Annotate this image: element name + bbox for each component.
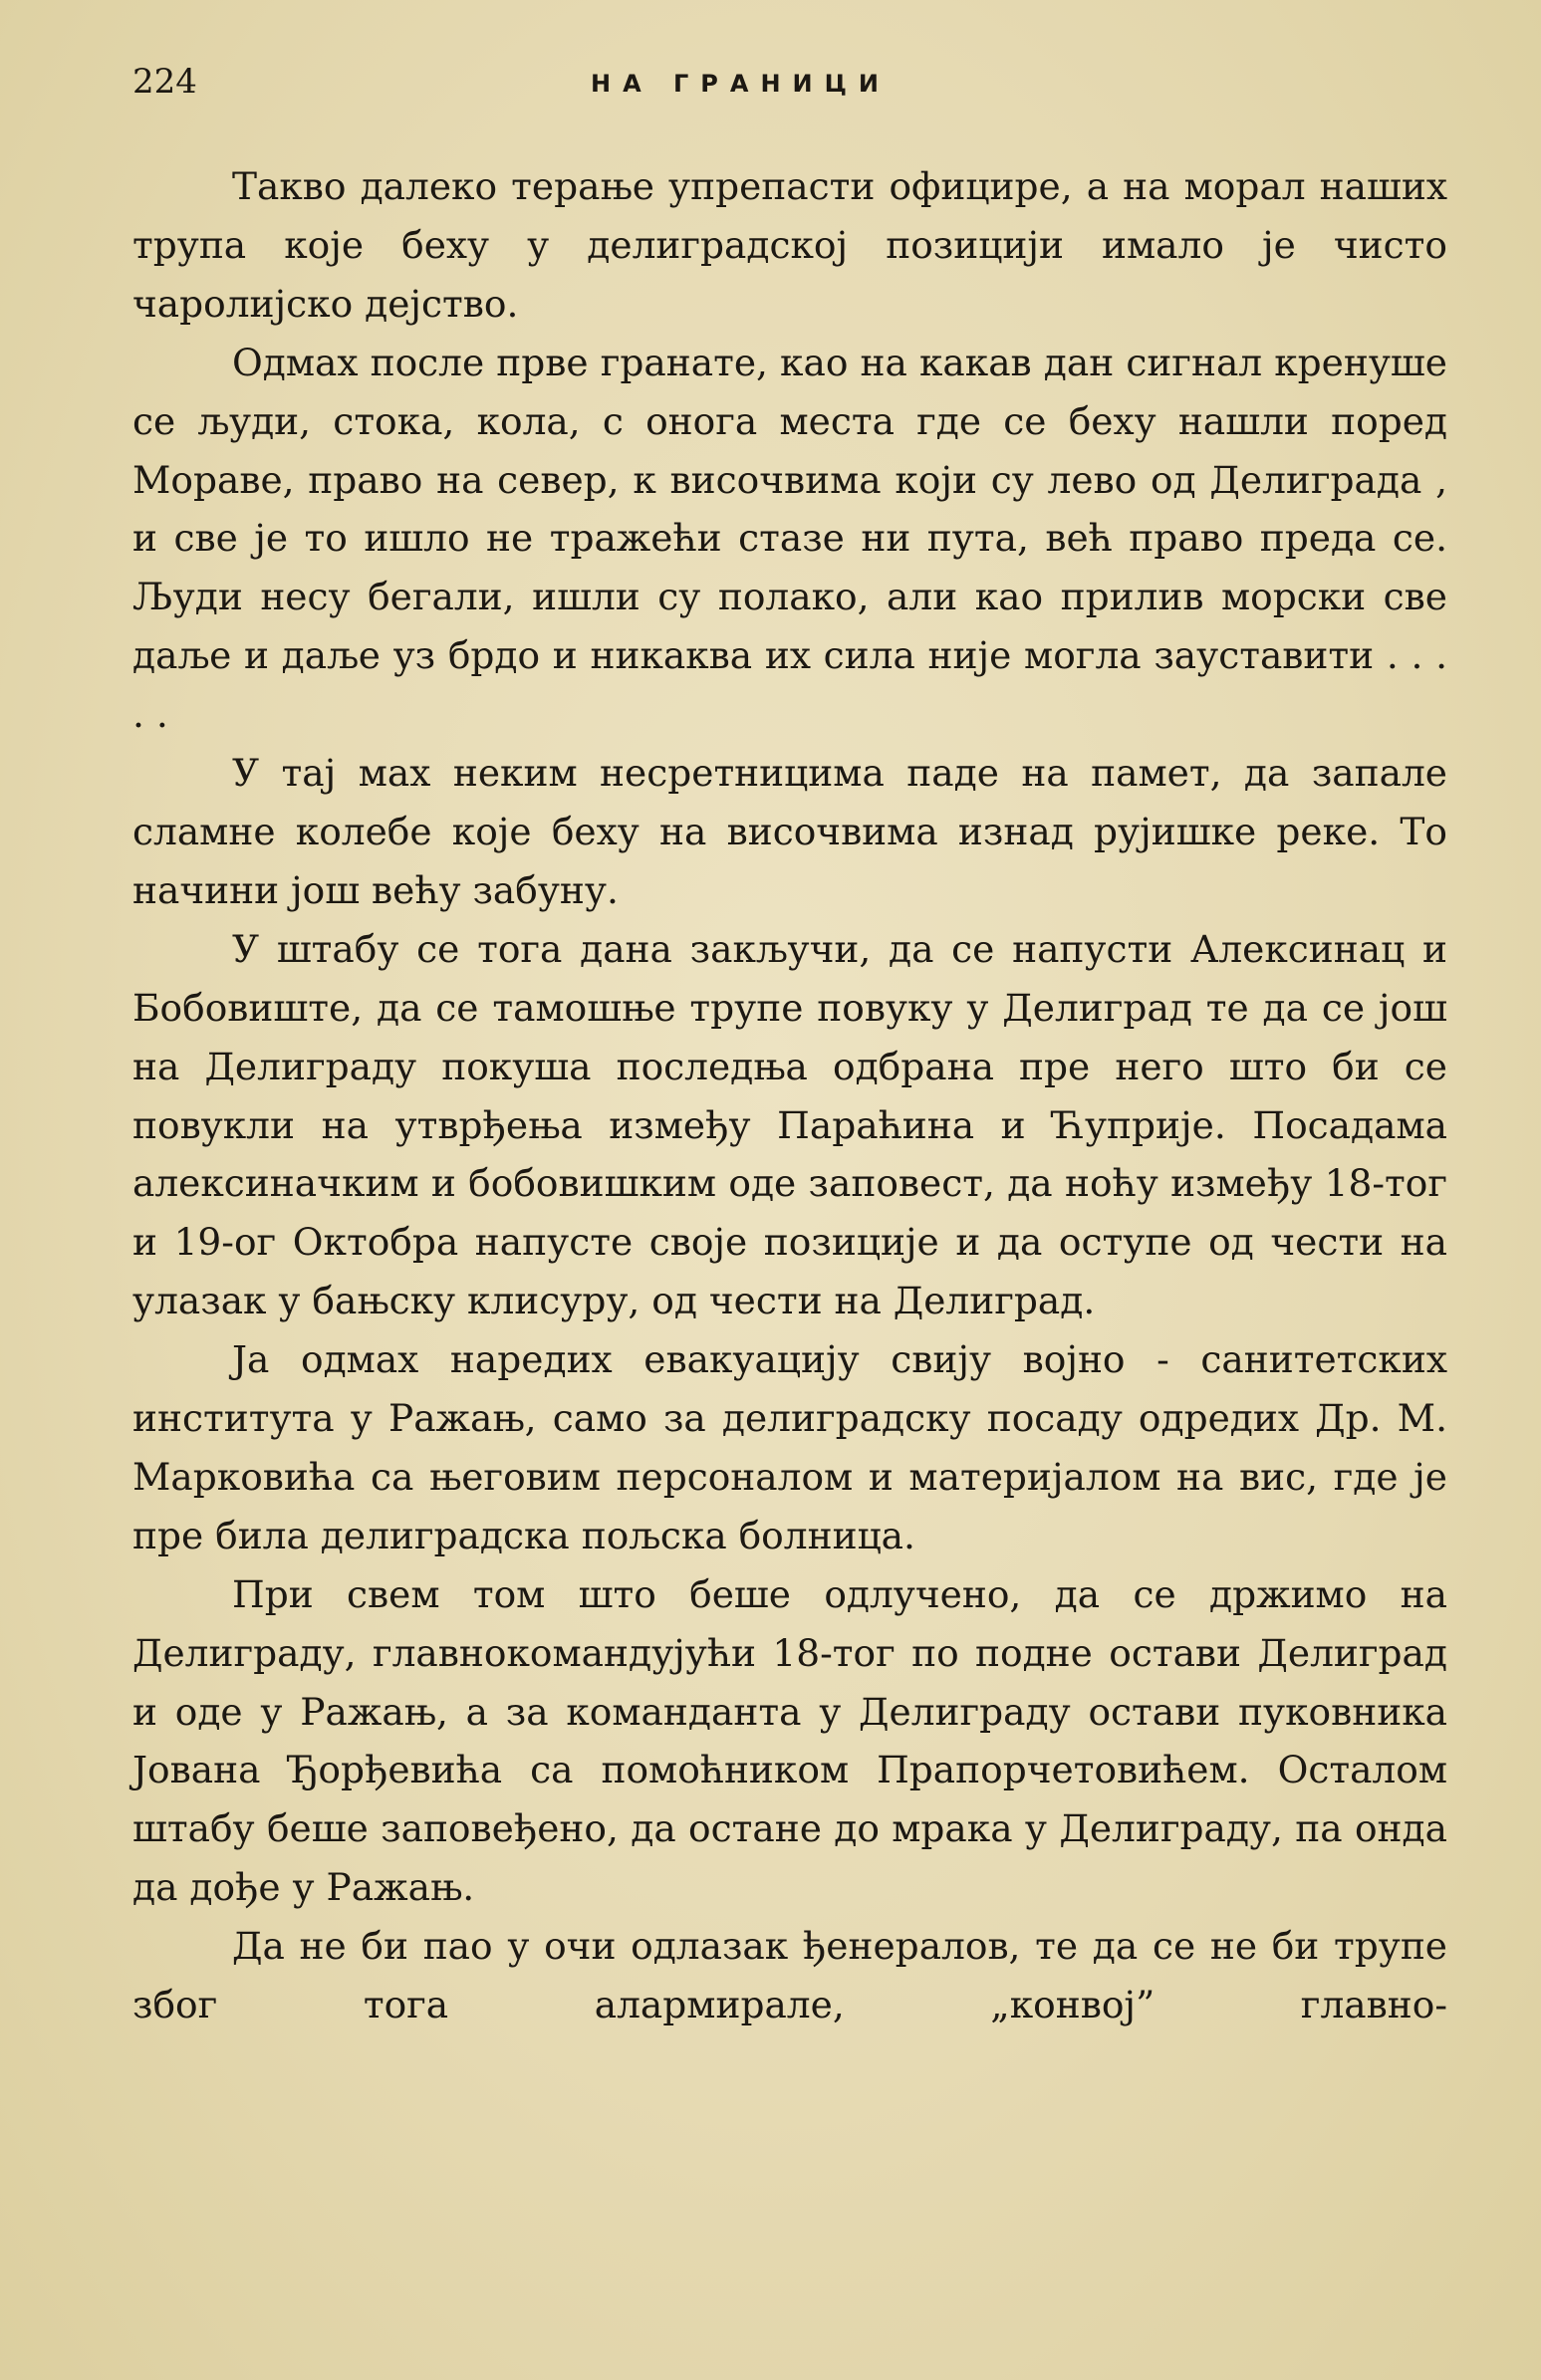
paragraph: У тај мах неким несретницима паде на памет, да запале сламне колебе које беху на височвима изнад рујишке реке. То начини још већу забуну. (132, 751, 1447, 912)
paragraph: Да не би пао у очи одлазак ђенералов, те да се не би трупе због тога алармирале, „конвој” главно- (132, 1924, 1447, 2027)
paragraph: Одмах после прве гранате, као на какав дан сигнал кренуше се људи, стока, кола, с онога места где се беху нашли поред Мораве, право на север, к височвима који су лево од Делиграда , и све је то ишло не тражећи стазе ни пута, већ право преда се. Људи несу бегали, ишли су полако, али као прилив морски све даље и даље уз брдо и никаква их сила није могла зауставити . . . . . (132, 340, 1447, 737)
running-title: НА ГРАНИЦИ (591, 70, 891, 98)
paragraph: При свем том што беше одлучено, да се држимо на Делиграду, главнокомандујући 18-тог по подне остави Делиград и оде у Ражањ, а за команданта у Делиграду остави пуковника Јована Ђорђевића са помоћником Прапорчетовићем. Осталом штабу беше заповеђено, да остане до мрака у Делиграду, па онда да дође у Ражањ. (132, 1571, 1447, 1910)
paragraph: Такво далеко терање упрепасти официре, а на морал наших трупа које беху у делиградској позицији имало је чисто чаролијско дејство. (132, 164, 1447, 326)
body-text (132, 157, 1447, 2034)
paragraph: Ја одмах наредих евакуацију свију војно - санитетских института у Ражањ, само за делиградску посаду одредих Др. М. Марковића са његовим персоналом и материјалом на вис, где је пре била делиградска пољска болница. (132, 1337, 1447, 1557)
running-head (132, 58, 1447, 106)
paragraph: У штабу се тога дана закључи, да се напусти Алексинац и Бобовиште, да се тамошње трупе повуку у Делиград те да се још на Делиграду покуша последња одбрана пре него што би се повукли на утврђења између Параћина и Ћуприје. Посадама алексиначким и бобовишким оде заповест, да ноћу између 18-тог и 19-ог Октобра напусте своје позиције и да оступе од чести на улазак у бањску клисуру, од чести на Делиград. (132, 926, 1447, 1323)
page-number: 224 (132, 62, 197, 102)
